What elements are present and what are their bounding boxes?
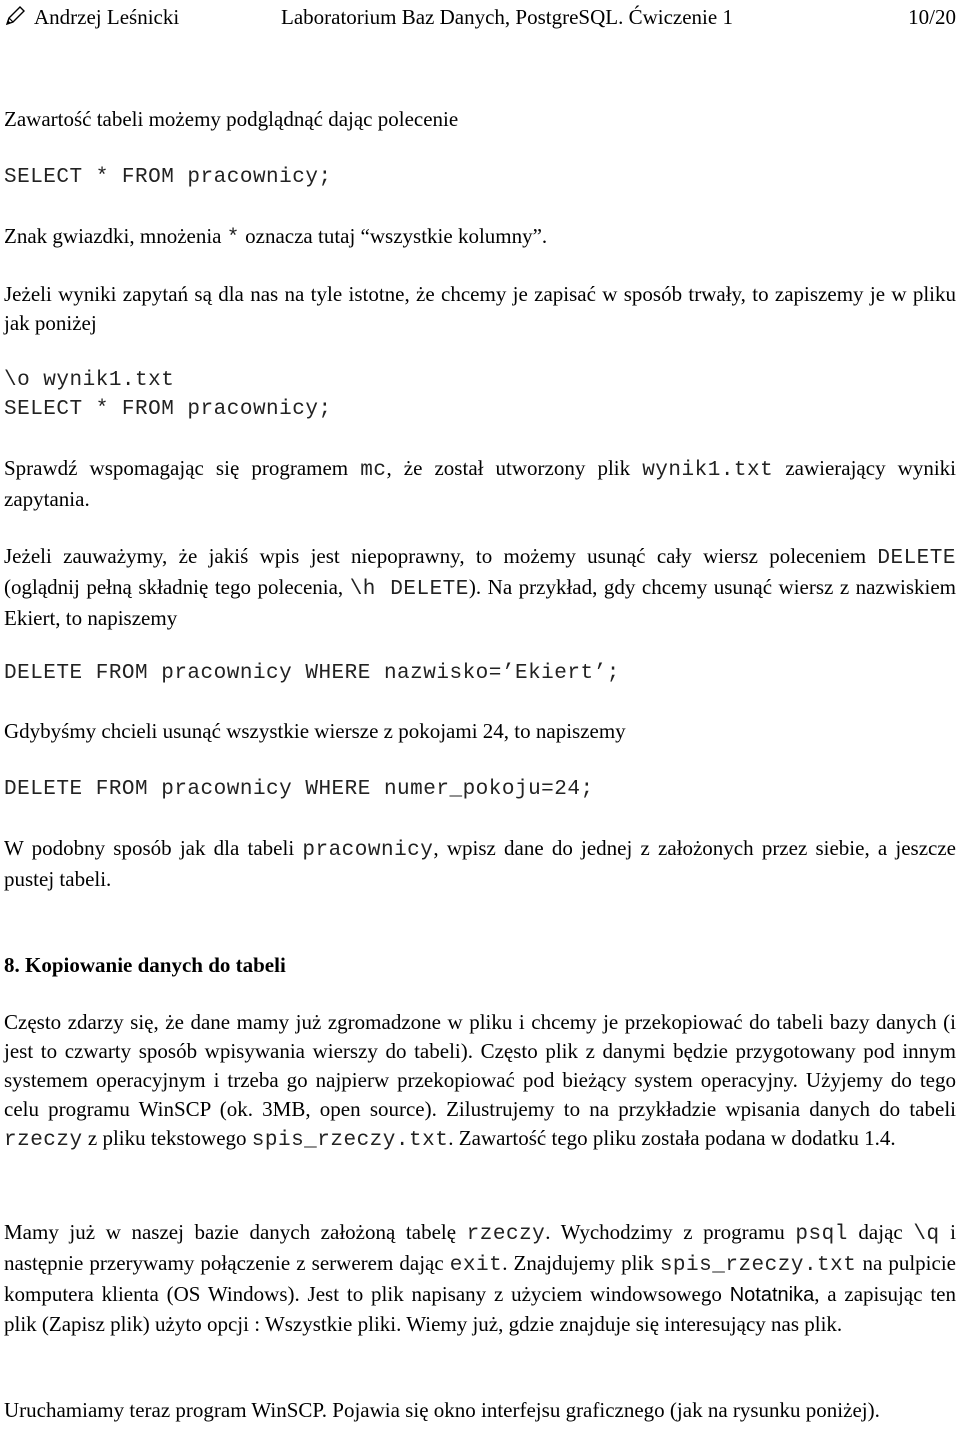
exit-command: exit xyxy=(449,1254,503,1277)
paragraph-delete: Jeżeli zauważymy, że jakiś wpis jest niepoprawny, to możemy usunąć cały wiersz poleceniem DELETE (oglądnij pełną składnię tego polecenia, \h DELETE). Na przykład, gdy chcemy usunąć wiersz z nazwiskiem Ekiert, to napiszemy xyxy=(4,544,956,630)
code-delete-ekiert: DELETE FROM pracownicy WHERE nazwisko=’Ekiert’; xyxy=(4,662,620,685)
section-title: Kopiowanie danych do tabeli xyxy=(25,953,286,977)
section-heading xyxy=(4,950,286,980)
code-select-all: SELECT * FROM pracownicy; xyxy=(4,166,332,189)
code-select-to-file: SELECT * FROM pracownicy; xyxy=(4,398,332,421)
delete-keyword: DELETE xyxy=(877,547,956,570)
paragraph-check-mc: Sprawdź wspomagając się programem mc, że został utworzony plik wynik1.txt zawierający wyniki zapytania. xyxy=(4,456,956,511)
section-number: 8. xyxy=(4,953,20,977)
paragraph-delete-rooms: Gdybyśmy chcieli usunąć wszystkie wiersze z pokojami 24, to napiszemy xyxy=(4,719,626,743)
header-author: Andrzej Leśnicki xyxy=(4,2,179,32)
paragraph-exit-psql: Mamy już w naszej bazie danych założoną tabelę rzeczy. Wychodzimy z programu psql dając \q i następnie przerywamy połączenie z serwerem dając exit. Znajdujemy plik spis_rzeczy.txt na pulpicie komputera klienta (OS Windows). Jest to plik napisany z użyciem windowsowego Notatnika, a zapisując ten plik (Zapisz plik) użyto opcji : Wszystkie pliki. Wiemy już, gdzie znajduje się interesujący nas plik. xyxy=(4,1220,957,1336)
paragraph-save-results: Jeżeli wyniki zapytań są dla nas na tyle istotne, że chcemy je zapisać w sposób trwały, to zapiszemy je w pliku jak poniżej xyxy=(4,282,956,335)
psql-program: psql xyxy=(795,1223,848,1246)
page-header xyxy=(4,2,956,32)
result-filename: wynik1.txt xyxy=(642,459,774,482)
mc-program: mc xyxy=(360,459,387,482)
table-name-rzeczy: rzeczy xyxy=(4,1129,83,1152)
page-number: 10/20 xyxy=(908,5,956,29)
header-title: Laboratorium Baz Danych, PostgreSQL. Ćwiczenie 1 xyxy=(281,5,733,29)
notatnik-name: Notatnika xyxy=(729,1284,815,1306)
paragraph-fill-tables: W podobny sposób jak dla tabeli pracownicy, wpisz dane do jednej z założonych przez siebie, a jeszcze pustej tabeli. xyxy=(4,836,956,891)
paragraph-copy-data: Często zdarzy się, że dane mamy już zgromadzone w pliku i chcemy je przekopiować do tabeli bazy danych (i jest to czwarty sposób wpisywania wierszy do tabeli). Często plik z danymi będzie przygotowany pod innym systemem operacyjnym i trzeba go najpierw przekopiować pod bieżący system operacyjny. Użyjemy do tego celu programu WinSCP (ok. 3MB, open source). Zilustrujemy to na przykładzie wpisania danych do tabeli rzeczy z pliku tekstowego spis_rzeczy.txt. Zawartość tego pliku została podana w dodatku 1.4. xyxy=(4,1010,956,1152)
help-delete-command: \h DELETE xyxy=(349,578,469,601)
spis-rzeczy-filename-2: spis_rzeczy.txt xyxy=(659,1254,857,1277)
spis-rzeczy-filename: spis_rzeczy.txt xyxy=(251,1129,449,1152)
table-name-pracownicy: pracownicy xyxy=(302,839,434,862)
paragraph-asterisk: Znak gwiazdki, mnożenia * oznacza tutaj “wszystkie kolumny”. xyxy=(4,224,548,250)
pencil-icon xyxy=(4,5,26,27)
code-delete-room-24: DELETE FROM pracownicy WHERE numer_pokoju=24; xyxy=(4,778,594,801)
asterisk-code: * xyxy=(226,227,240,250)
quit-command: \q xyxy=(913,1223,940,1246)
paragraph-view-table: Zawartość tabeli możemy podglądnąć dając polecenie xyxy=(4,107,459,131)
paragraph-run-winscp: Uruchamiamy teraz program WinSCP. Pojawia się okno interfejsu graficznego (jak na rysunku poniżej). xyxy=(4,1398,880,1422)
code-output-file: \o wynik1.txt xyxy=(4,369,175,392)
table-name-rzeczy-2: rzeczy xyxy=(466,1223,546,1246)
